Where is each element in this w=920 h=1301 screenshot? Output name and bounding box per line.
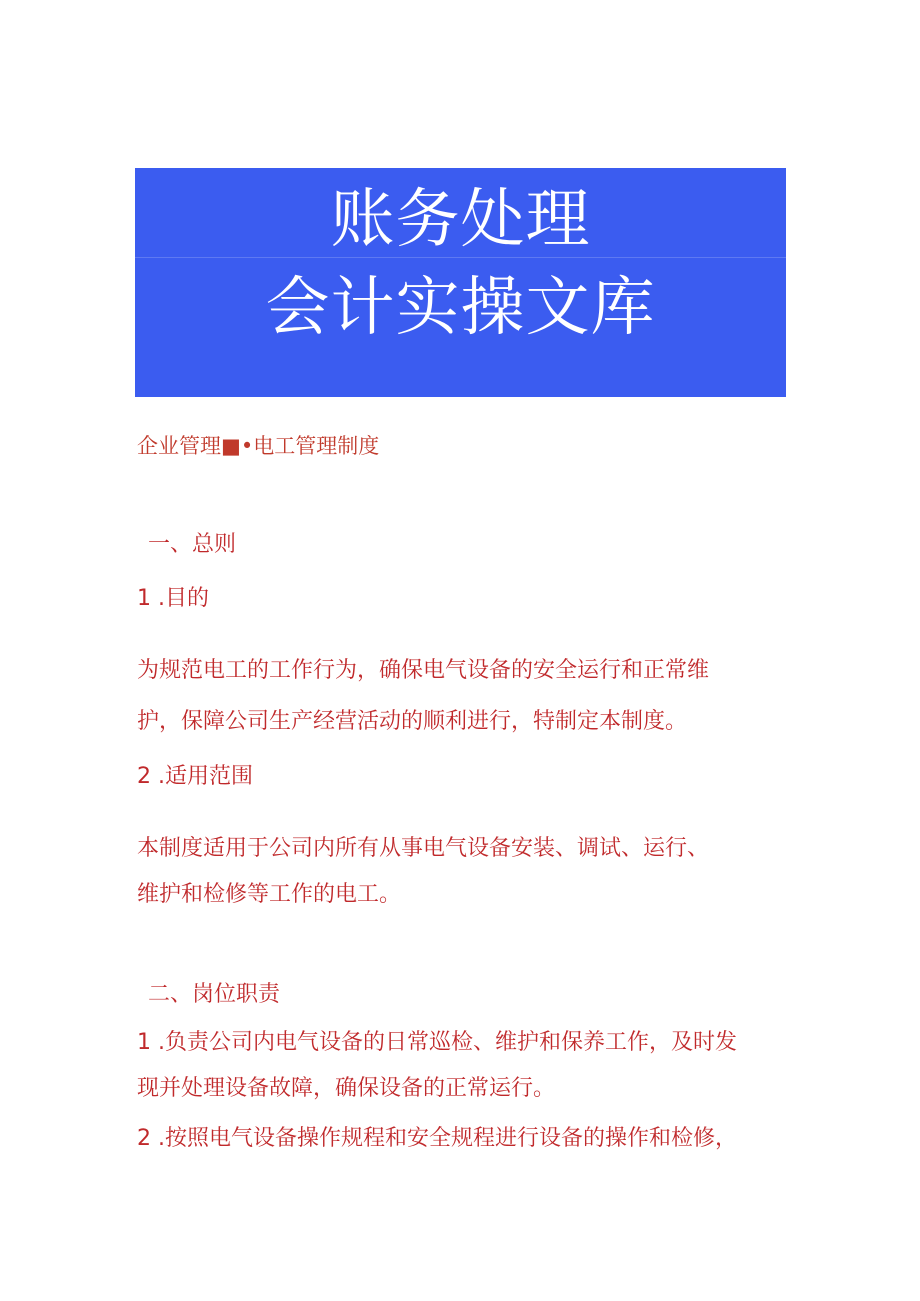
paragraph-line: 护，保障公司生产经营活动的顺利进行，特制定本制度。 (137, 709, 688, 734)
paragraph-line: 为规范电工的工作行为，确保电气设备的安全运行和正常维 (137, 658, 710, 683)
item-title-purpose: 1 .目的 (137, 586, 209, 611)
banner-title-line2: 会计实操文库 (265, 271, 656, 345)
paragraph-line: 2 .按照电气设备操作规程和安全规程进行设备的操作和检修， (137, 1126, 737, 1151)
section-heading-general: 一、总则 (148, 532, 237, 557)
item-title-scope: 2 .适用范围 (137, 764, 253, 789)
banner-title-line1: 账务处理 (330, 183, 591, 257)
section-heading-duties: 二、岗位职责 (148, 982, 281, 1007)
paragraph-line: 维护和检修等工作的电工。 (137, 882, 402, 907)
paragraph-line: 本制度适用于公司内所有从事电气设备安装、调试、运行、 (137, 836, 710, 861)
paragraph-line: 现并处理设备故障，确保设备的正常运行。 (137, 1076, 556, 1101)
banner-divider (135, 257, 786, 258)
document-subtitle: 企业管理■•电工管理制度 (137, 434, 380, 458)
paragraph-line: 1 .负责公司内电气设备的日常巡检、维护和保养工作，及时发 (137, 1030, 737, 1055)
